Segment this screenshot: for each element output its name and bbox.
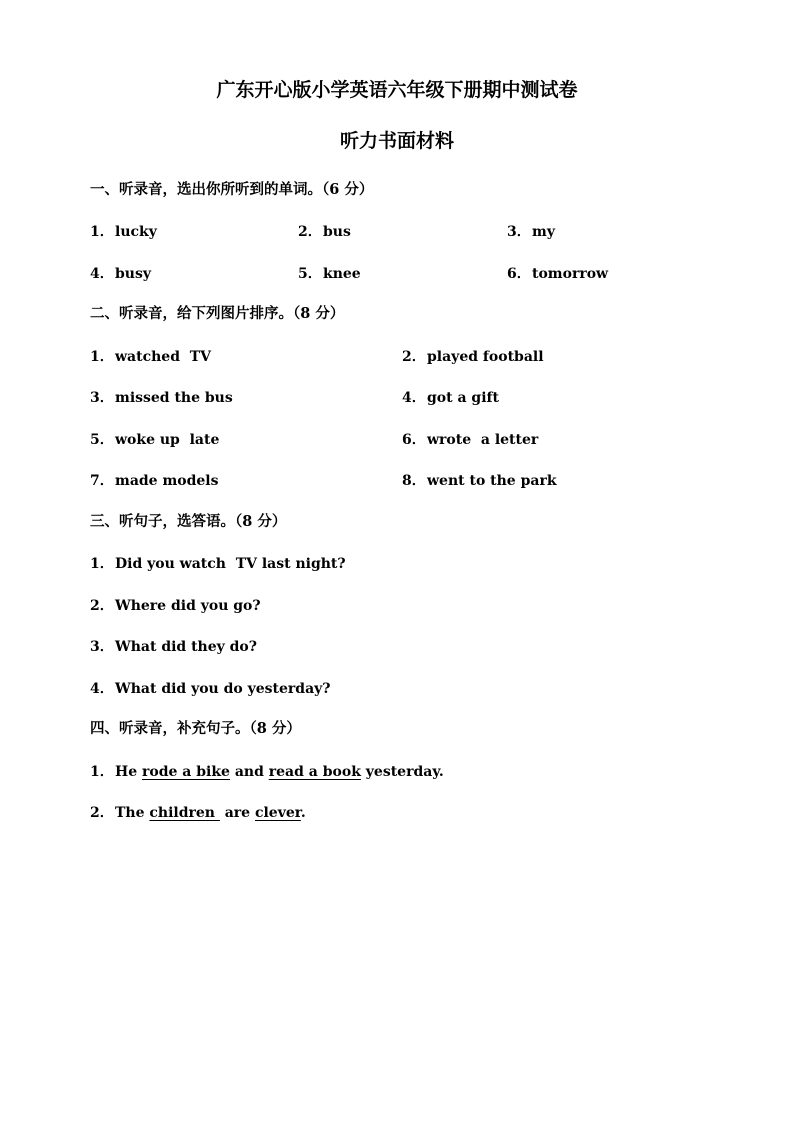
sentence-start: The [115, 805, 150, 821]
item-number: 7． [90, 473, 114, 489]
section2-item-7 [90, 472, 219, 490]
sentence-end: yesterday. [360, 764, 444, 780]
item-number: 1． [90, 224, 114, 240]
item-text: watched TV [115, 349, 212, 365]
section2-item-3 [90, 389, 233, 407]
item-text: tomorrow [532, 266, 609, 282]
section2-item-6 [402, 431, 538, 449]
item-number: 1． [90, 556, 114, 572]
section3-heading: 三、听句子，选答语。（8 分） [90, 513, 287, 530]
answer-blank-2: read a book [268, 764, 361, 780]
item-number: 2． [90, 598, 114, 614]
item-number: 2． [402, 349, 426, 365]
item-text: Where did you go? [115, 598, 261, 614]
item-text: made models [115, 473, 219, 489]
item-number: 3． [90, 390, 114, 406]
item-text: got a gift [427, 390, 500, 406]
item-text: knee [323, 266, 361, 282]
item-number: 4． [402, 390, 426, 406]
section1-item-1 [90, 223, 157, 241]
answer-blank-2: clever [254, 805, 301, 821]
section4-item-1 [90, 763, 444, 781]
section1-item-2 [298, 223, 351, 241]
section4-heading: 四、听录音，补充句子。（8 分） [90, 720, 301, 737]
section3-item-1 [90, 555, 346, 573]
section1-heading: 一、听录音，选出你所听到的单词。（6 分） [90, 181, 374, 198]
section2-item-4 [402, 389, 499, 407]
sentence-middle: and [229, 764, 269, 780]
item-text: lucky [115, 224, 157, 240]
page-title: 广东开心版小学英语六年级下册期中测试卷 [216, 79, 578, 101]
section3-item-4 [90, 680, 330, 698]
section1-item-5 [298, 265, 361, 283]
item-number: 1． [90, 764, 114, 780]
item-number: 2． [298, 224, 322, 240]
sentence-end: . [300, 805, 306, 821]
sentence-start: He [115, 764, 143, 780]
item-number: 5． [298, 266, 322, 282]
section2-item-2 [402, 348, 544, 366]
section4-item-2 [90, 804, 306, 822]
item-text: missed the bus [115, 390, 233, 406]
item-text: Did you watch TV last night? [115, 556, 346, 572]
item-number: 1． [90, 349, 114, 365]
item-text: woke up late [115, 432, 220, 448]
item-text: my [532, 224, 555, 240]
item-text: wrote a letter [427, 432, 539, 448]
item-number: 2． [90, 805, 114, 821]
section1-item-3 [507, 223, 555, 241]
item-text: went to the park [427, 473, 557, 489]
item-text: What did you do yesterday? [115, 681, 331, 697]
item-number: 6． [507, 266, 531, 282]
item-text: played football [427, 349, 544, 365]
answer-blank-1: rode a bike [142, 764, 230, 780]
section3-item-3 [90, 638, 257, 656]
page-subtitle: 听力书面材料 [339, 130, 454, 152]
section2-item-5 [90, 431, 219, 449]
item-number: 6． [402, 432, 426, 448]
section3-item-2 [90, 597, 261, 615]
item-number: 3． [507, 224, 531, 240]
item-number: 5． [90, 432, 114, 448]
item-text: busy [115, 266, 151, 282]
answer-blank-1: children [149, 805, 220, 821]
item-number: 4． [90, 681, 114, 697]
section1-item-6 [507, 265, 608, 283]
section2-item-1 [90, 348, 211, 366]
section2-item-8 [402, 472, 557, 490]
sentence-middle: are [219, 805, 255, 821]
item-number: 3． [90, 639, 114, 655]
section2-heading: 二、听录音，给下列图片排序。（8 分） [90, 305, 345, 322]
item-text: What did they do? [115, 639, 257, 655]
section1-item-4 [90, 265, 151, 283]
item-text: bus [323, 224, 351, 240]
item-number: 4． [90, 266, 114, 282]
item-number: 8． [402, 473, 426, 489]
